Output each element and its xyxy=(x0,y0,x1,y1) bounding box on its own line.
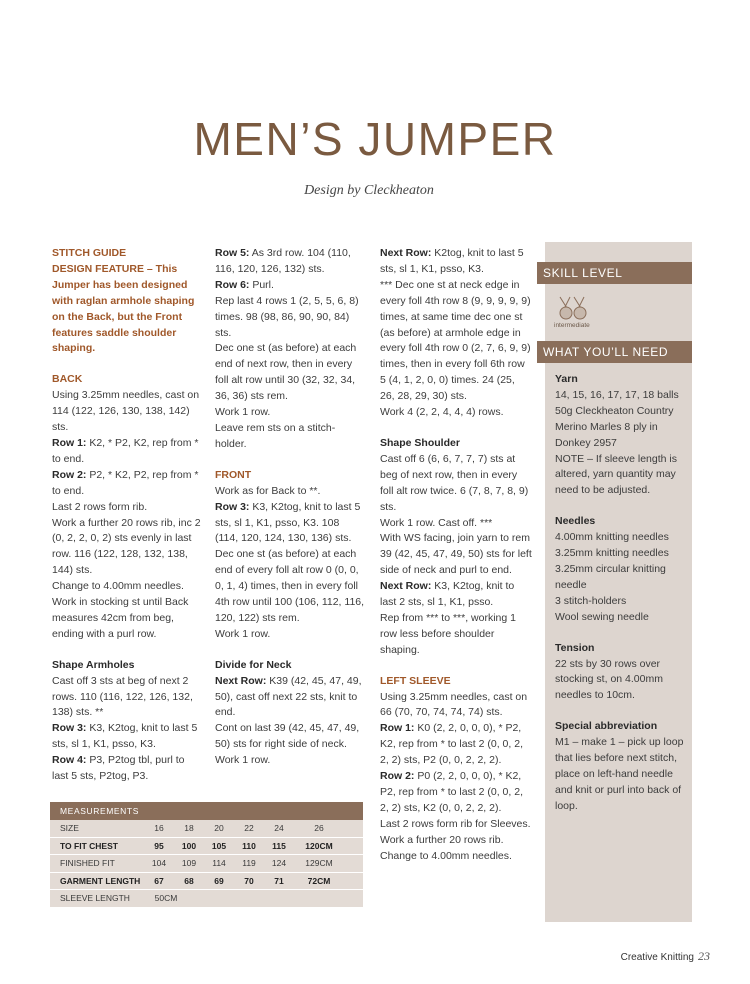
page-title: MEN’S JUMPER xyxy=(193,113,557,165)
sleeve-rib-text: Last 2 rows form rib for Sleeves. xyxy=(380,817,531,830)
measurements-heading: MEASUREMENTS xyxy=(50,802,363,820)
table-cell: 69 xyxy=(214,875,224,886)
right-neck-work-rows: Work 4 (2, 2, 4, 4, 4) rows. xyxy=(380,406,504,419)
column-3 xyxy=(380,246,532,865)
table-cell: 20 xyxy=(214,823,224,833)
yarn-heading: Yarn xyxy=(555,373,578,385)
left-neck-next-row: Next Row: K3, K2tog, knit to last 2 sts, sl 1, K1, psso. xyxy=(380,580,515,609)
table-cell: 67 xyxy=(154,875,164,886)
armholes-text: Cast off 3 sts at beg of next 2 rows. 110 (116, 122, 126, 132, 138) sts. ** xyxy=(52,674,193,719)
table-row xyxy=(50,855,363,873)
shape-armholes-heading: Shape Armholes xyxy=(52,658,135,671)
abbreviation-text: M1 – make 1 – pick up loop that lies before next stitch, place on left-hand needle and knit or purl into back of loop. xyxy=(555,736,684,812)
left-neck-ws-text: With WS facing, join yarn to rem 39 (42, 45, 47, 49, 50) sts for left side of neck and purl to end. xyxy=(380,532,532,577)
stitch-guide-heading: STITCH GUIDE xyxy=(52,247,127,259)
back-rib-text: Last 2 rows form rib. xyxy=(52,500,148,513)
back-further-text: Work a further 20 rows rib, inc 2 (0, 2, 2, 0, 2) sts evenly in last row. 116 (122, 128, 132, 138, 144) sts. xyxy=(52,516,201,577)
page-footer xyxy=(621,949,710,964)
table-cell: 50CM xyxy=(154,893,178,903)
neck-next-row: Next Row: K39 (42, 45, 47, 49, 50), cast off next 22 sts, knit to end. xyxy=(215,674,362,719)
sleeve-change-needles: Change to 4.00mm needles. xyxy=(380,849,512,862)
table-cell: 115 xyxy=(272,840,286,851)
magazine-name: Creative Knitting xyxy=(620,952,694,963)
front-intro: Work as for Back to **. xyxy=(215,484,321,497)
back-heading: BACK xyxy=(52,373,83,386)
shoulder-work-row: Work 1 row. Cast off. *** xyxy=(380,516,493,529)
back-row-1: Row 1: K2, * P2, K2, rep from * to end. xyxy=(52,436,199,465)
front-dec-text: Dec one st (as before) at each end of every foll alt row 0 (0, 0, 0, 1, 4) times, then in every foll 4th row until 100 (106, 112, 116, 120, 122) sts rem. xyxy=(215,548,365,624)
table-cell: 18 xyxy=(184,823,194,833)
back-dec-text: Dec one st (as before) at each end of next row, then in every foll alt row until 30 (32, 32, 34, 36, 36) sts rem. xyxy=(215,342,357,403)
front-row-3: Row 3: K3, K2tog, knit to last 5 sts, sl 1, K1, psso, K3. 108 (114, 120, 124, 130, 136) sts. xyxy=(215,500,361,545)
table-cell: 22 xyxy=(244,823,254,833)
sleeve-row-1: Row 1: K0 (2, 2, 0, 0, 0), * P2, K2, rep from * to last 2 (0, 0, 2, 2, 2) sts, P2 (0, 0, 2, 2, 2). xyxy=(380,722,523,767)
table-cell: 104 xyxy=(151,858,167,868)
row-label: TO FIT CHEST xyxy=(60,840,118,851)
back-leave-text: Leave rem sts on a stitch-holder. xyxy=(215,421,336,450)
row-label: FINISHED FIT xyxy=(60,858,115,868)
yarn-balls-icon xyxy=(556,295,596,321)
back-change-needles: Change to 4.00mm needles. xyxy=(52,580,184,593)
shape-shoulder-heading: Shape Shoulder xyxy=(380,436,460,449)
table-cell: 120CM xyxy=(305,840,333,851)
table-cell: 105 xyxy=(211,840,227,851)
left-neck-rep-text: Rep from *** to ***, working 1 row less before shoulder shaping. xyxy=(380,611,516,656)
needle-item: 3 stitch-holders xyxy=(555,594,627,607)
table-row xyxy=(50,890,363,908)
needle-item: 3.25mm knitting needles xyxy=(555,547,669,560)
tension-heading: Tension xyxy=(555,641,595,654)
back-row-5: Row 5: As 3rd row. 104 (110, 116, 120, 126, 132) sts. xyxy=(215,247,351,275)
row-label: SIZE xyxy=(60,823,79,833)
sleeve-intro: Using 3.25mm needles, cast on 66 (70, 70, 74, 74, 74) sts. xyxy=(380,690,528,719)
table-cell: 26 xyxy=(314,823,324,833)
table-cell: 119 xyxy=(242,858,256,868)
sleeve-further-text: Work a further 20 rows rib. xyxy=(380,833,504,846)
back-rep-text: Rep last 4 rows 1 (2, 5, 5, 6, 8) times. 98 (98, 86, 90, 90, 84) sts. xyxy=(215,294,359,339)
shoulder-castoff-text: Cast off 6 (6, 6, 7, 7, 7) sts at beg of next row, then in every foll alt row twice. 6 (7, 8, 7, 8, 9) sts. xyxy=(380,452,529,513)
needle-item: Wool sewing needle xyxy=(555,610,649,623)
back-row-6: Row 6: Purl. xyxy=(215,278,274,291)
back-row-2: Row 2: P2, * K2, P2, rep from * to end. xyxy=(52,468,199,497)
skill-level-heading: SKILL LEVEL xyxy=(537,262,692,284)
table-cell: 72CM xyxy=(307,875,331,886)
table-cell: 71 xyxy=(274,875,284,886)
yarn-note: NOTE – If sleeve length is altered, yarn quantity may need to be adjusted. xyxy=(555,452,677,497)
back-row-4: Row 4: P3, P2tog tbl, purl to last 5 sts, P2tog, P3. xyxy=(52,754,185,783)
designer-credit: Design by Cleckheaton xyxy=(304,183,434,198)
table-cell: 70 xyxy=(244,875,254,886)
yarn-text: 14, 15, 16, 17, 17, 18 balls 50g Cleckheaton Country Merino Marles 8 ply in Donkey 2957 xyxy=(555,388,679,449)
skill-level-value: intermediate xyxy=(554,322,590,329)
what-you-need-heading: WHAT YOU’LL NEED xyxy=(537,341,692,363)
sleeve-row-2: Row 2: P0 (2, 2, 0, 0, 0), * K2, P2, rep from * to last 2 (0, 0, 2, 2, 2) sts, K2 (0, 0, 2, 2, 2). xyxy=(380,770,523,814)
back-intro: Using 3.25mm needles, cast on 114 (122, 126, 130, 138, 142) sts. xyxy=(52,389,200,434)
table-cell: 68 xyxy=(184,875,194,886)
back-work-row: Work 1 row. xyxy=(215,406,271,419)
back-stocking-text: Work in stocking st until Back measures 42cm from beg, ending with a purl row. xyxy=(52,596,189,640)
table-cell: 129CM xyxy=(305,858,333,868)
column-2 xyxy=(215,246,365,769)
table-cell: 124 xyxy=(271,858,287,868)
requirements-list xyxy=(555,372,685,815)
table-cell: 16 xyxy=(154,823,164,833)
front-heading: FRONT xyxy=(215,468,252,481)
back-row-3: Row 3: K3, K2tog, knit to last 5 sts, sl 1, K1, psso, K3. xyxy=(52,722,198,751)
column-1 xyxy=(52,246,202,785)
table-row xyxy=(50,873,363,891)
page-number: 23 xyxy=(698,949,710,963)
table-cell: 95 xyxy=(154,840,164,851)
divide-neck-heading: Divide for Neck xyxy=(215,658,292,671)
right-neck-next-row: Next Row: K2tog, knit to last 5 sts, sl 1, K1, psso, K3. xyxy=(380,247,524,275)
needle-item: 3.25mm circular knitting needle xyxy=(555,562,666,591)
tension-text: 22 sts by 30 rows over stocking st, on 4.00mm needles to 10cm. xyxy=(555,657,663,702)
neck-work-row: Work 1 row. xyxy=(215,754,271,767)
design-feature-note: DESIGN FEATURE – This Jumper has been designed with raglan armhole shaping on the Back, but the Front features saddle shoulder shaping. xyxy=(52,262,195,355)
needle-item: 4.00mm knitting needles xyxy=(555,531,669,544)
row-label: GARMENT LENGTH xyxy=(60,875,141,886)
needles-heading: Needles xyxy=(555,515,596,528)
neck-cont-text: Cont on last 39 (42, 45, 47, 49, 50) sts for right side of neck. xyxy=(215,722,360,751)
table-cell: 109 xyxy=(181,858,197,868)
measurements-table xyxy=(50,802,363,908)
right-neck-dec-text: *** Dec one st at neck edge in every foll 4th row 8 (9, 9, 9, 9, 9) times, at same time dec one st (as before) at armhole edge in every foll 4th row 0 (2, 7, 6, 9, 9) times, then in every foll 6th row 5 (4, 1, 2, 0, 0) times. 24 (25, 26, 28, 29, 30) sts. xyxy=(380,278,531,403)
table-cell: 110 xyxy=(242,840,256,851)
left-sleeve-heading: LEFT SLEEVE xyxy=(380,674,451,687)
table-cell: 100 xyxy=(181,840,197,851)
table-cell: 114 xyxy=(212,858,226,868)
front-work-row: Work 1 row. xyxy=(215,627,271,640)
table-cell: 24 xyxy=(274,823,284,833)
abbreviation-heading: Special abbreviation xyxy=(555,720,658,733)
table-row xyxy=(50,820,363,838)
table-row xyxy=(50,838,363,856)
row-label: SLEEVE LENGTH xyxy=(60,893,130,903)
